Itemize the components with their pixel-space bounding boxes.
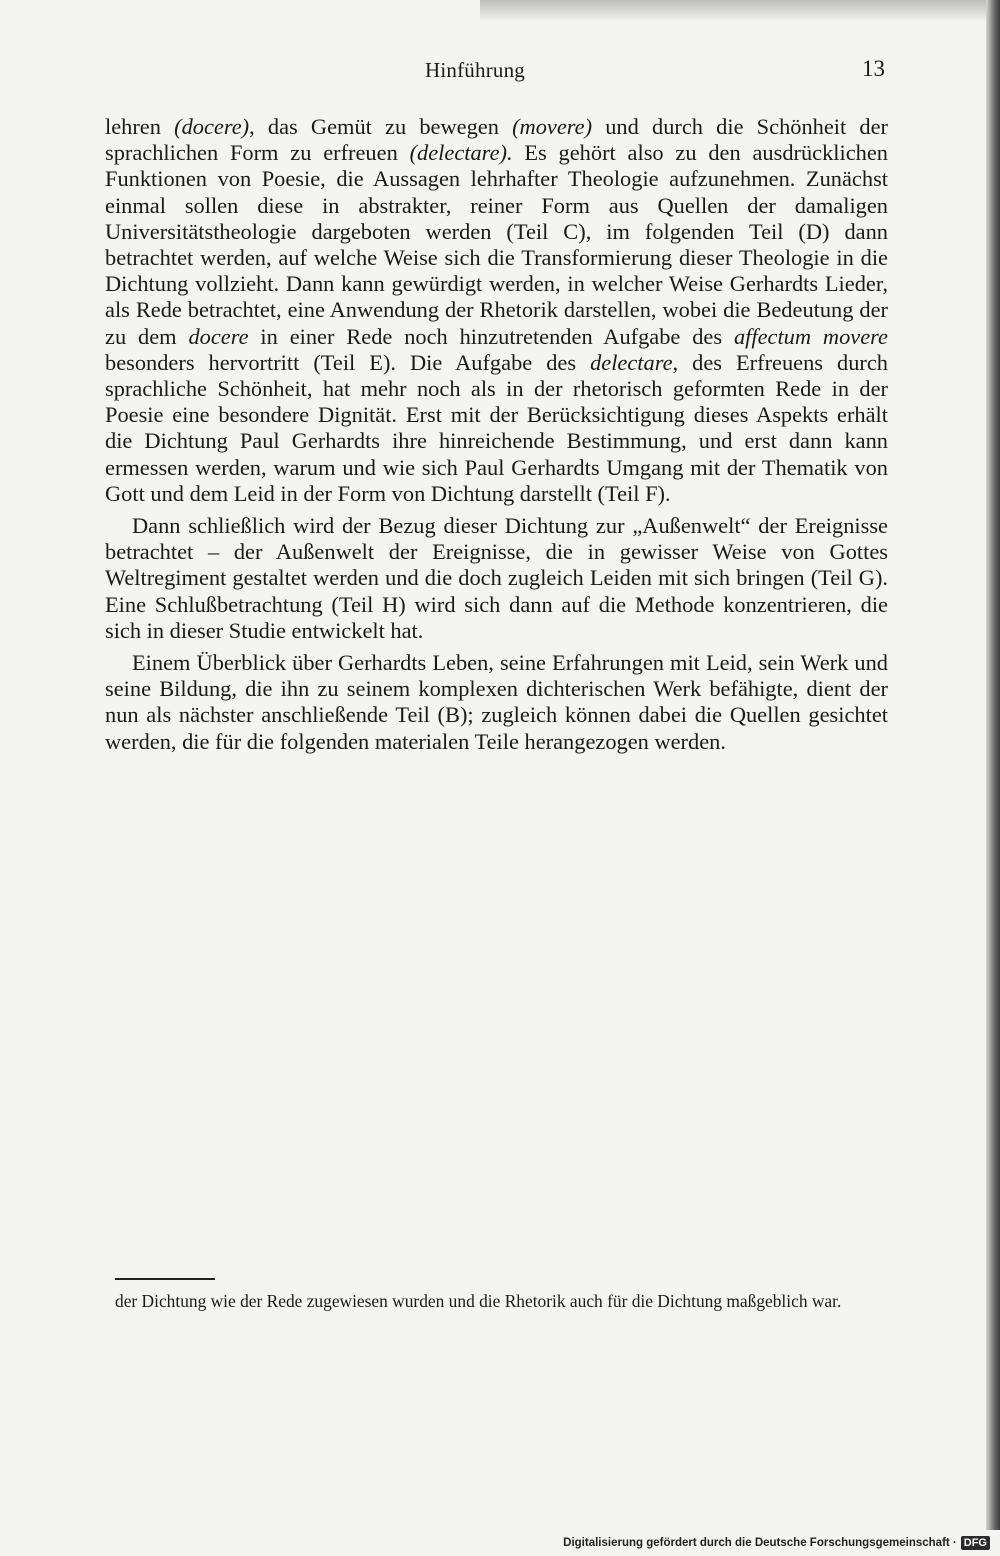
footnote-rule [115,1278,215,1280]
paragraph [105,513,888,644]
text-run: Es gehört also zu den ausdrücklichen Funktionen von Poesie, die Aussagen lehrhafter Theologie aufzunehmen. Zunächst einmal sollen diese in abstrakter, reiner Form aus Quellen der damaligen Universitätstheologie dargeboten werden (Teil C), im folgenden Teil (D) dann betrachtet werden, auf welche Weise sich die Transformierung dieser Theologie in die Dichtung vollzieht. Dann kann gewürdigt werden, in welcher Weise Gerhardts Lieder, als Rede betrachtet, eine Anwendung der Rhetorik darstellen, wobei die Bedeutung der zu dem [105,140,889,349]
body-text [105,114,888,755]
text-run: Dann schließlich wird der Bezug dieser Dichtung zur „Außenwelt“ der Ereignisse betrachtet – der Außenwelt der Ereignisse, die in gewisser Weise von Gottes Weltregiment gestaltet werden und die doch zugleich Leiden mit sich bringen (Teil G). Eine Schlußbetrachtung (Teil H) wird sich dann auf die Methode konzentrieren, die sich in dieser Studie entwickelt hat. [105,513,888,643]
running-head: Hinführung [425,58,525,82]
scan-right-edge [986,0,1000,1530]
scan-top-shadow [480,0,1000,22]
page-number: 13 [862,56,885,81]
paragraph [105,114,888,507]
italic-term: (delectare). [409,140,513,166]
dfg-logo-icon: DFG [961,1536,990,1550]
digitization-watermark [559,1534,994,1552]
footnote: der Dichtung wie der Rede zugewiesen wurden und die Rhetorik auch für die Dichtung maßgeblich war. [115,1291,842,1311]
text-run: Einem Überblick über Gerhardts Leben, seine Erfahrungen mit Leid, sein Werk und seine Bildung, die ihn zu seinem komplexen dichterischen Werk befähigte, dient der nun als nächster anschließende Teil (B); zugleich können dabei die Quellen gesichtet werden, die für die folgenden materialen Teile herangezogen werden. [105,650,888,754]
text-run: in einer Rede noch hinzutretenden Aufgabe des [248,323,734,349]
text-run: , das Gemüt zu bewegen [249,114,513,139]
text-run: und durch die Schönheit der sprachlichen Form zu erfreuen [105,114,888,166]
italic-term: (movere) [512,114,593,139]
paragraph [105,650,888,755]
italic-term: docere [188,323,249,349]
text-run: besonders hervortritt (Teil E). Die Aufgabe des [105,349,591,375]
italic-term: affectum movere [733,323,888,349]
text-run: , des Erfreuens durch sprachliche Schönheit, hat mehr noch als in der rhetorisch geformten Rede in der Poesie eine besondere Dignität. Erst mit der Berücksichtigung dieses Aspekts erhält die Dichtung Paul Gerhardts ihre hinreichende Bestimmung, und erst dann kann ermessen werden, warum und wie sich Paul Gerhardts Umgang mit der Thematik von Gott und dem Leid in der Form von Dichtung darstellt (Teil F). [105,349,888,506]
page-header [105,54,885,88]
italic-term: (docere) [174,114,250,139]
text-run: lehren [105,114,175,139]
italic-term: delectare [590,349,673,375]
watermark-text: Digitalisierung gefördert durch die Deutsche Forschungsgemeinschaft · [563,1537,957,1549]
